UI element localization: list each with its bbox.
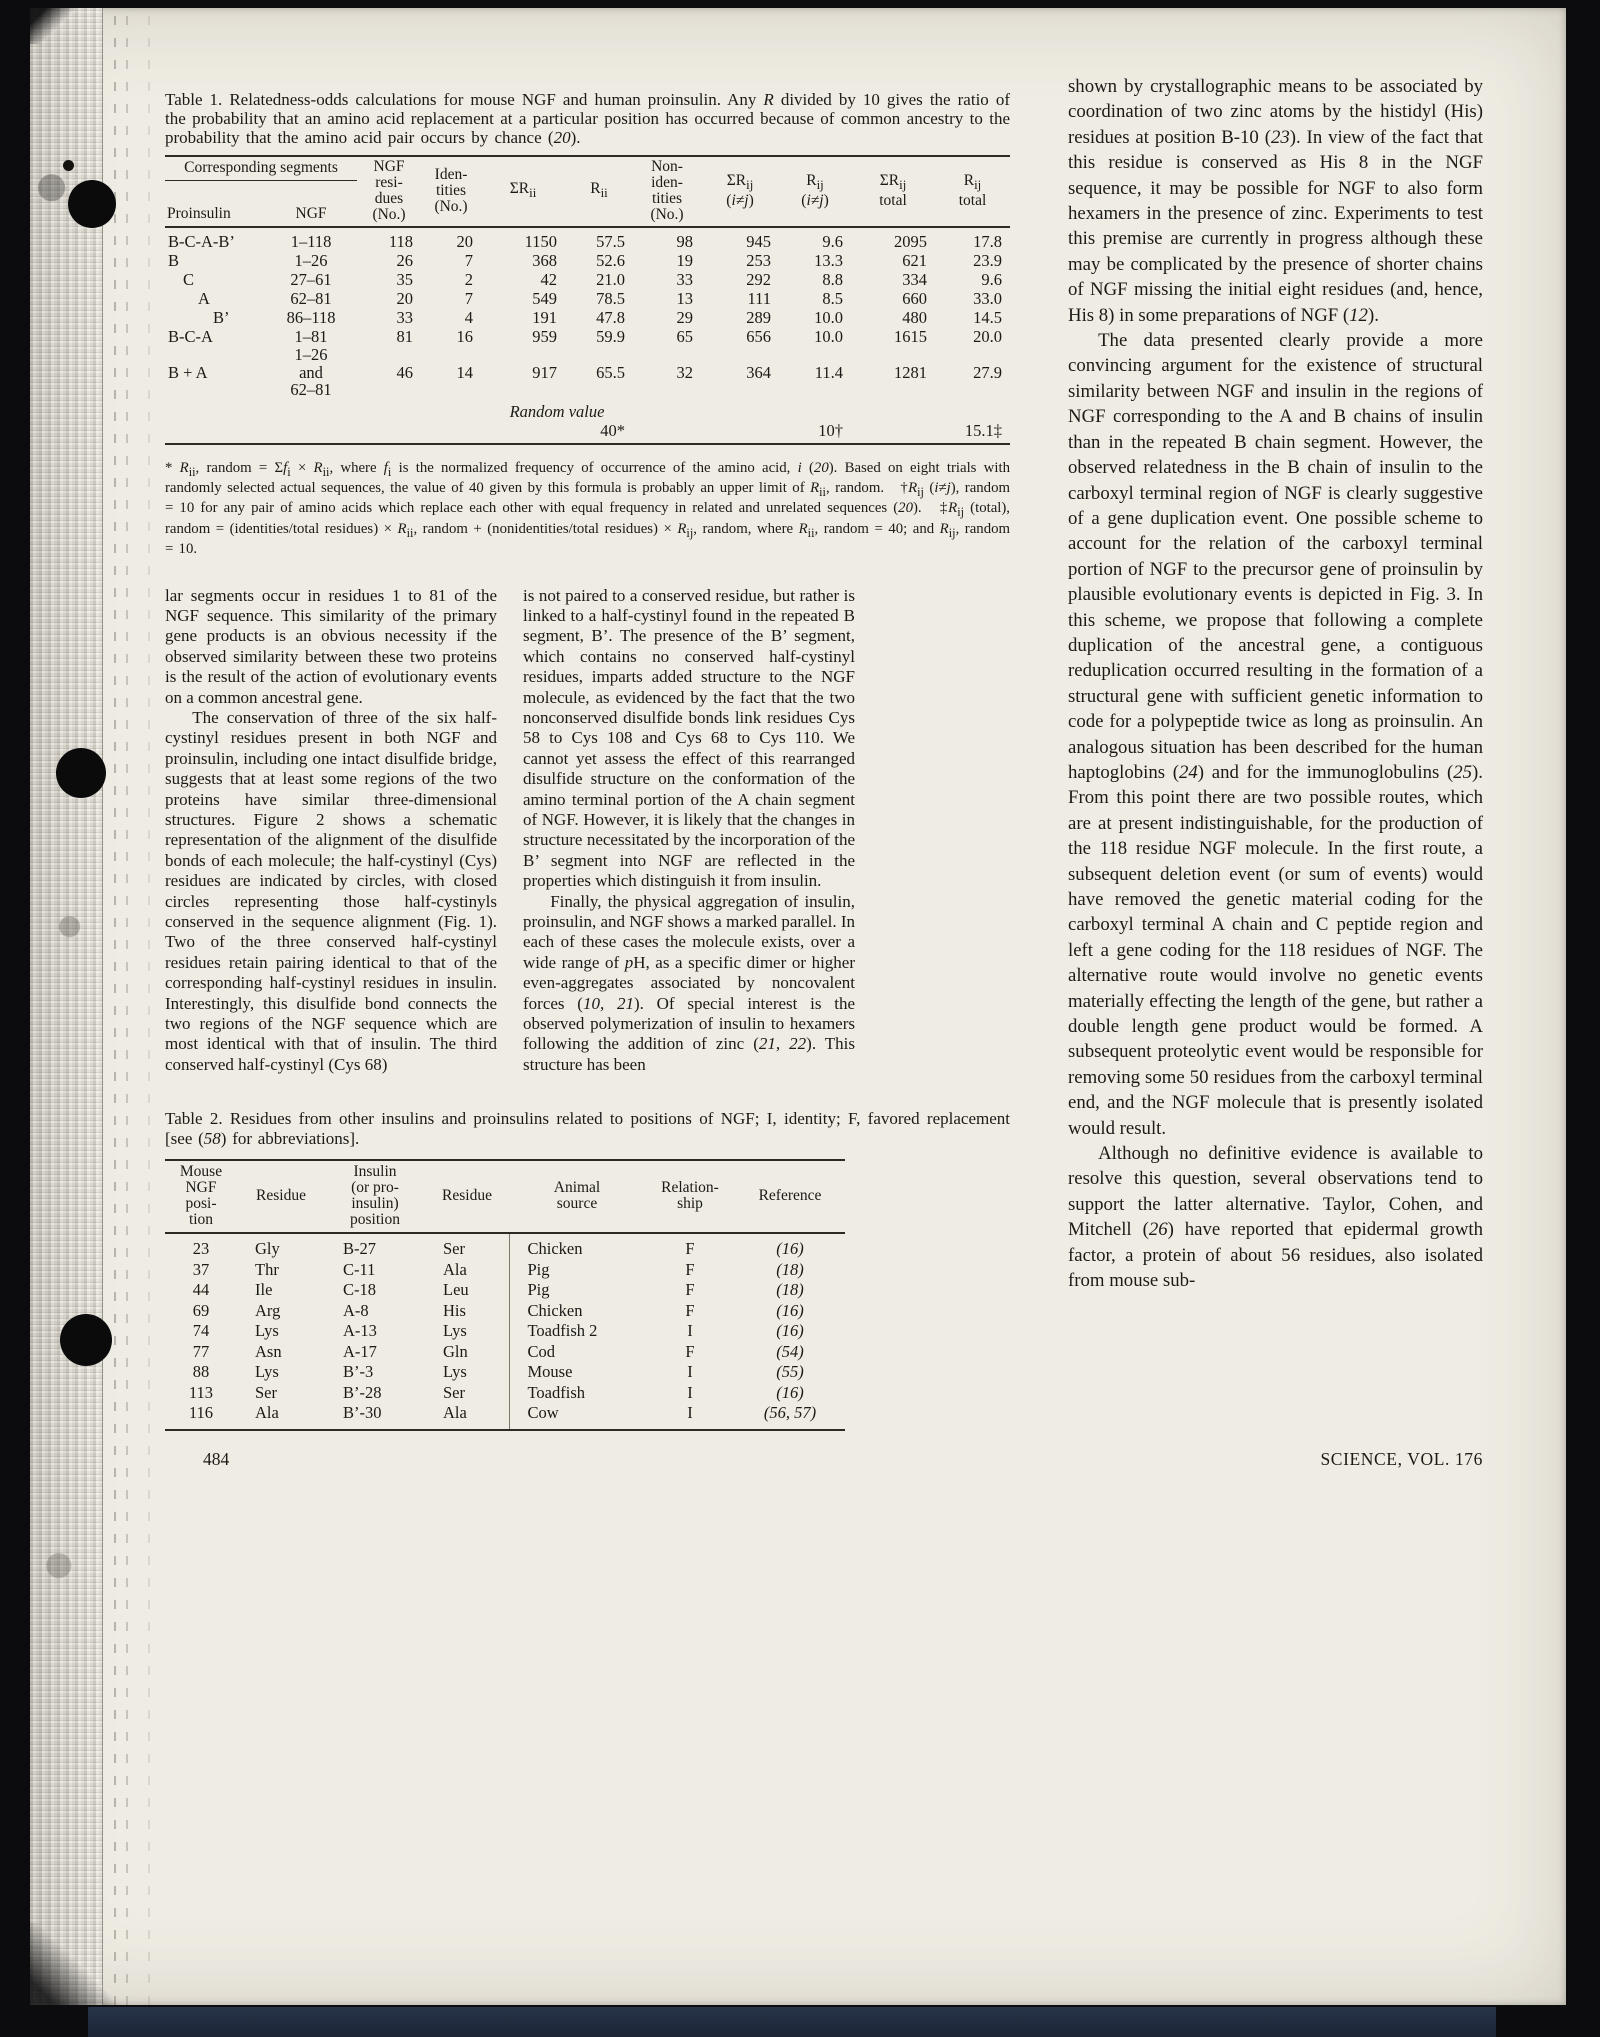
- table-cell: I: [687, 1382, 693, 1402]
- table-cell: His: [443, 1300, 466, 1320]
- paragraph: shown by crystallographic means to be associated by coordination of two zinc atoms by the histidyl (His) residues at position B-10 (23). In view of the fact that this residue is conserved as His 8 in the NGF sequence, it may be possible for NGF to also form hexamers in the presence of zinc. Experiments to test this premise are currently in progress although these may be complicated by the presence of shorter chains of NGF missing the initial eight residues (and, hence, His 8) in some preparations of NGF (12).: [1068, 76, 1483, 326]
- col-header-rii: $R_{ii}$: [565, 156, 633, 227]
- table-row: [165, 227, 1010, 251]
- paragraph: is not paired to a conserved residue, but rather is linked to a half-cystinyl found in the repeated B segment, B’. The presence of the B’ segment, which contains no conserved half-cystinyl residues, imparts added structure to the NGF molecule, as evidenced by the fact that the two nonconserved disulfide bonds link residues Cys 58 to Cys 108 and Cys 68 to Cys 110. We cannot yet assess the effect of this rearranged disulfide structure on the conformation of the amino terminal portion of the A chain segment of NGF. However, it is likely that the changes in structure necessitated by the incorporation of the B’ segment into NGF are reflected in the properties which distinguish it from insulin.: [523, 585, 855, 891]
- table-cell: A-17: [343, 1341, 377, 1361]
- col-header-proinsulin: Proinsulin: [165, 181, 265, 228]
- table-row: [165, 308, 1010, 327]
- table-cell: B-C-A: [168, 327, 213, 347]
- col-header-insulin-position: Insulin (or pro- insulin) position: [325, 1160, 425, 1233]
- table-cell: 78.5: [596, 289, 626, 309]
- table-cell: Ser: [443, 1382, 465, 1402]
- table-cell: B’-30: [343, 1403, 382, 1423]
- relatedness-odds-table: [165, 155, 1010, 445]
- table-cell: 59.9: [596, 327, 626, 347]
- col-header-sum-rij: $\Sigma R_{ij}$ (i≠j): [701, 156, 779, 227]
- table-cell: 77: [192, 1341, 210, 1361]
- table-row: [165, 1321, 845, 1342]
- table-cell: 289: [746, 308, 772, 328]
- table-cell: 1–26: [294, 251, 328, 271]
- table-cell: 81: [396, 327, 414, 347]
- table-cell: 8.5: [822, 289, 844, 309]
- paragraph: Although no definitive evidence is available to resolve this question, several observations tend to support the latter alternative. Taylor, Cohen, and Mitchell (26) have reported that epidermal growth factor, a protein of about 56 residues, also isolated from mouse sub-: [1068, 1143, 1483, 1292]
- table-cell: 46: [396, 363, 414, 383]
- random-rij-total-value: 15.1‡: [964, 420, 1003, 440]
- col-header-sum-rii: $\Sigma R_{ii}$: [481, 156, 565, 227]
- page-footer: [165, 1449, 1483, 1470]
- scan-edge-strip: [30, 8, 103, 2005]
- table-cell: Ser: [443, 1239, 465, 1259]
- table-row: [165, 1403, 845, 1430]
- table-cell: 47.8: [596, 308, 626, 328]
- table-cell: 364: [746, 363, 772, 383]
- body-column-3: [1068, 74, 1483, 1431]
- table-cell: 660: [902, 289, 928, 309]
- table-cell: 116: [188, 1403, 214, 1423]
- table-cell: I: [687, 1403, 693, 1423]
- table-cell: Chicken: [509, 1233, 645, 1260]
- corresponding-segments-header: Corresponding segments: [165, 156, 357, 181]
- table-cell: (18): [776, 1280, 804, 1300]
- random-rij-value: 10†: [818, 420, 844, 440]
- table-cell: Ala: [443, 1403, 467, 1423]
- table-cell: 44: [192, 1280, 210, 1300]
- body-text: [165, 586, 855, 1076]
- table-cell: F: [685, 1259, 695, 1279]
- table-cell: 656: [746, 327, 772, 347]
- table-cell: 1281: [894, 363, 928, 383]
- table2-body: [165, 1233, 845, 1430]
- table-cell: 4: [464, 308, 474, 328]
- table-cell: F: [685, 1239, 695, 1259]
- table-row: [165, 327, 1010, 346]
- table-cell: (16): [776, 1382, 804, 1402]
- table-cell: Ala: [443, 1259, 467, 1279]
- table-cell: 13: [676, 289, 694, 309]
- table-cell: 549: [532, 289, 558, 309]
- table-cell: (16): [776, 1300, 804, 1320]
- table-cell: 621: [902, 251, 928, 271]
- table-cell: 17.8: [973, 232, 1003, 252]
- table-cell: A-13: [343, 1321, 377, 1341]
- col-header-sum-rij-total: $\Sigma R_{ij}$ total: [851, 156, 935, 227]
- table-cell: B’-3: [343, 1362, 374, 1382]
- paragraph: The conservation of three of the six half-cystinyl residues present in both NGF and proinsulin, including one intact disulfide bridge, suggests that at least some regions of the two proteins have similar three-dimensional structures. Figure 2 shows a schematic representation of the alignment of the disulfide bonds of each molecule; the half-cystinyl (Cys) residues are indicated by circles, with closed circles representing those half-cystinyls conserved in the sequence alignment (Fig. 1). Two of the three conserved half-cystinyl residues retain pairing identical to that of the corresponding half-cystinyl residues in insulin. Interestingly, this disulfide bond connects the two regions of the NGF sequence which are most identical with that of insulin. The third conserved half-cystinyl (Cys 68): [165, 707, 497, 1074]
- col-header-animal-source: Animal source: [509, 1160, 645, 1233]
- table1-section: [165, 91, 1010, 558]
- random-rii-value: 40*: [600, 420, 626, 440]
- table-cell: C-11: [343, 1259, 376, 1279]
- scan-speck: [63, 160, 74, 171]
- table-cell: 86–118: [286, 308, 336, 328]
- table-cell: 88: [192, 1362, 210, 1382]
- journal-volume: SCIENCE, VOL. 176: [1320, 1448, 1483, 1469]
- table-cell: Cod: [509, 1342, 645, 1363]
- journal-page: [30, 8, 1566, 2005]
- table-cell: Leu: [443, 1280, 469, 1300]
- scan-artifact-line: [114, 8, 116, 2005]
- table-cell: 37: [192, 1259, 210, 1279]
- table-cell: 20.0: [973, 327, 1003, 347]
- table-cell: 9.6: [822, 232, 844, 252]
- table-cell: 1–81: [294, 327, 328, 347]
- table-cell: 14.5: [973, 308, 1003, 328]
- table-cell: Mouse: [509, 1362, 645, 1383]
- table-cell: 1–26 and 62–81: [290, 345, 332, 400]
- table-cell: 26: [396, 251, 414, 271]
- table-cell: Gln: [443, 1341, 468, 1361]
- body-column-1: [165, 586, 497, 1076]
- paragraph: lar segments occur in residues 1 to 81 of the NGF sequence. This similarity of the primary gene products is an obvious necessity if the observed similarity between these two proteins is the result of the action of evolutionary events on a common ancestral gene.: [165, 585, 497, 707]
- table-cell: B + A: [168, 363, 208, 383]
- page-number: 484: [203, 1448, 230, 1469]
- table-cell: (54): [776, 1341, 804, 1361]
- table-row: [165, 289, 1010, 308]
- table-cell: (16): [776, 1321, 804, 1341]
- punch-hole: [56, 748, 106, 798]
- col-header-reference: Reference: [735, 1160, 845, 1233]
- table2-section: [165, 1109, 1010, 1431]
- table-cell: 959: [532, 327, 558, 347]
- table-cell: 2095: [894, 232, 928, 252]
- col-header-rij-total: $R_{ij}$ total: [935, 156, 1010, 227]
- table-cell: Pig: [509, 1260, 645, 1281]
- random-value-label: Random value: [509, 401, 605, 421]
- table-cell: 7: [464, 289, 474, 309]
- table-cell: Ile: [255, 1280, 273, 1300]
- col-header-identities: Iden- tities (No.): [421, 156, 481, 227]
- table-row: [165, 1233, 845, 1260]
- col-header-residue-2: Residue: [425, 1160, 509, 1233]
- table-cell: C-18: [343, 1280, 376, 1300]
- table-cell: B’-28: [343, 1382, 382, 1402]
- punch-hole: [60, 1314, 112, 1366]
- table-cell: 917: [532, 363, 558, 383]
- page-corner-shadow: [30, 1923, 130, 2005]
- table-cell: 13.3: [814, 251, 844, 271]
- table-cell: Gly: [255, 1239, 280, 1259]
- table-cell: Ser: [255, 1382, 277, 1402]
- table-cell: A: [198, 289, 210, 309]
- table-cell: 113: [188, 1382, 214, 1402]
- table-cell: A-8: [343, 1300, 369, 1320]
- col-header-ngf-residues: NGF resi- dues (No.): [357, 156, 421, 227]
- table-cell: 69: [192, 1300, 210, 1320]
- table-cell: 11.4: [814, 363, 844, 383]
- table-cell: Chicken: [509, 1301, 645, 1322]
- col-header-ngf: NGF: [265, 181, 357, 228]
- table-cell: B-27: [343, 1239, 376, 1259]
- table-cell: 23.9: [973, 251, 1003, 271]
- scan-artifact-line: [126, 8, 128, 2005]
- table-cell: F: [685, 1300, 695, 1320]
- table-cell: 8.8: [822, 270, 844, 290]
- table-cell: Thr: [255, 1259, 279, 1279]
- table-cell: 33: [676, 270, 694, 290]
- table1-caption: Table 1. Relatedness-odds calculations for mouse NGF and human proinsulin. Any R divided by 10 gives the ratio of the probability that an amino acid replacement at a particular position has occurred because of common ancestry to the probability that the amino acid pair occurs by chance (20).: [165, 90, 1010, 147]
- table-cell: 118: [388, 232, 414, 252]
- table-cell: 253: [746, 251, 772, 271]
- table-cell: 27.9: [973, 363, 1003, 383]
- col-header-rij: $R_{ij}$ (i≠j): [779, 156, 851, 227]
- table-cell: 65: [676, 327, 694, 347]
- table-cell: B’: [213, 308, 230, 328]
- scan-artifact-line: [148, 8, 150, 2005]
- table-cell: 32: [676, 363, 694, 383]
- table-row: [165, 1383, 845, 1404]
- table-cell: 27–61: [290, 270, 332, 290]
- table-row: [165, 1260, 845, 1281]
- table-cell: 52.6: [596, 251, 626, 271]
- table-cell: I: [687, 1321, 693, 1341]
- table-cell: 57.5: [596, 232, 626, 252]
- col-header-nonidentities: Non- iden- tities (No.): [633, 156, 701, 227]
- table-cell: Lys: [255, 1362, 279, 1382]
- table-cell: 65.5: [596, 363, 626, 383]
- table-cell: 368: [532, 251, 558, 271]
- scan-bottom-bar: [88, 2007, 1496, 2037]
- table-cell: 33: [396, 308, 414, 328]
- table1-footnote: * $R_{ii}$, random = $\Sigma f_i \times R_{ii}$, where $f_i$ is the normalized frequency of occurrence of the amino acid, i (20). Based on eight trials with randomly selected actual sequences, the value of 40 given by this formula is probably an upper limit of $R_{ii}$, random. $\dagger R_{ij}$ (i≠j), random = 10 for any pair of amino acids which replace each other with equal frequency in related and unrelated sequences (20). $\ddagger R_{ij}$ (total), random = (identities/total residues) × $R_{ii}$, random + (nonidentities/total residues) × $R_{ij}$, random, where $R_{ii}$, random = 40; and $R_{ij}$, random = 10.: [165, 459, 1011, 558]
- table-cell: 10.0: [814, 327, 844, 347]
- table-cell: 334: [902, 270, 928, 290]
- table-cell: I: [687, 1362, 693, 1382]
- table-cell: 33.0: [973, 289, 1003, 309]
- table-cell: 9.6: [981, 270, 1003, 290]
- table-cell: (55): [776, 1362, 804, 1382]
- table-cell: 23: [192, 1239, 210, 1259]
- punch-hole: [68, 180, 116, 228]
- table-cell: F: [685, 1341, 695, 1361]
- table-cell: 42: [540, 270, 558, 290]
- random-label-row: [165, 399, 1010, 421]
- table-cell: 111: [747, 289, 772, 309]
- table-cell: 16: [456, 327, 474, 347]
- table-cell: 74: [192, 1321, 210, 1341]
- table-cell: B-C-A-B’: [168, 232, 235, 252]
- table-row: [165, 251, 1010, 270]
- table-cell: 35: [396, 270, 414, 290]
- table-cell: (56, 57): [763, 1403, 817, 1423]
- table-cell: Toadfish 2: [509, 1321, 645, 1342]
- table-cell: Cow: [509, 1403, 645, 1430]
- table-cell: 14: [456, 363, 474, 383]
- table-cell: (18): [776, 1259, 804, 1279]
- table-cell: Asn: [255, 1341, 282, 1361]
- table-cell: (16): [776, 1239, 804, 1259]
- paragraph: The data presented clearly provide a more convincing argument for the existence of structural similarity between NGF and insulin in the regions of NGF corresponding to the A and B chains of insulin than in the repeated B chain segment. However, the observed relatedness in the B chain of insulin to the carboxyl terminal region of NGF is clearly suggestive of a gene duplication event. One possible scheme to account for the relation of the carboxyl terminal portion of NGF to the precursor gene of proinsulin by plausible evolutionary events is depicted in Fig. 3. In this scheme, we propose that following a complete duplication of the ancestral gene, a contiguous reduplication occurred resulting in the formation of a structural gene with sufficient genetic information to code for a polypeptide twice as long as proinsulin. An analogous situation has been described for the human haptoglobins (24) and for the immunoglobulins (25). From this point there are two possible routes, which are at present indistinguishable, for the production of the 118 residue NGF molecule. In the first route, a subsequent deletion event (or sum of events) would have removed the genetic material coding for the carboxyl terminal A chain and C peptide region and left a gene coding for the 118 residues of NGF. The alternative route would involve no genetic events materially effecting the length of the gene, but rather a double length gene product would be formed. A subsequent proteolytic event would be responsible for removing some 50 residues from the carboxyl terminal end, and the NGF molecule that is presently isolated would result.: [1068, 330, 1483, 1139]
- table-cell: Lys: [443, 1321, 467, 1341]
- paragraph: Finally, the physical aggregation of insulin, proinsulin, and NGF shows a marked parallel. In each of these cases the molecule exists, over a wide range of pH, as a specific dimer or higher even-aggregates associated by noncovalent forces (10, 21). Of special interest is the observed polymerization of insulin to hexamers following the addition of zinc (21, 22). This structure has been: [523, 891, 856, 1074]
- table-row: [165, 1280, 845, 1301]
- left-region: [165, 74, 1010, 1431]
- table-cell: 21.0: [596, 270, 626, 290]
- table-cell: 191: [532, 308, 558, 328]
- table-cell: 7: [464, 251, 474, 271]
- table-cell: 292: [746, 270, 772, 290]
- table-cell: 2: [464, 270, 474, 290]
- table-row: [165, 1342, 845, 1363]
- table-cell: 29: [676, 308, 694, 328]
- body-column-2: [523, 586, 855, 1076]
- col-header-mouse-ngf-position: Mouse NGF posi- tion: [165, 1160, 237, 1233]
- table-cell: Lys: [255, 1321, 279, 1341]
- table-cell: Pig: [509, 1280, 645, 1301]
- table-cell: 480: [902, 308, 928, 328]
- table1-body: [165, 227, 1010, 399]
- page-corner-shadow: [30, 8, 96, 44]
- table2-caption: Table 2. Residues from other insulins and proinsulins related to positions of NGF; I, identity; F, favored replacement [see (58) for abbreviations].: [165, 1109, 1010, 1149]
- page-content: [165, 74, 1483, 1470]
- table-cell: 945: [746, 232, 772, 252]
- col-header-relationship: Relation- ship: [645, 1160, 735, 1233]
- col-header-residue: Residue: [237, 1160, 325, 1233]
- table-row: [165, 270, 1010, 289]
- table-cell: 1150: [524, 232, 558, 252]
- table-row: [165, 1362, 845, 1383]
- table-cell: Arg: [255, 1300, 281, 1320]
- table-cell: Ala: [255, 1403, 279, 1423]
- table-cell: Toadfish: [509, 1383, 645, 1404]
- table-cell: Lys: [443, 1362, 467, 1382]
- table-row: [165, 1301, 845, 1322]
- residues-table: [165, 1159, 845, 1431]
- table-cell: 62–81: [290, 289, 332, 309]
- table-cell: C: [183, 270, 195, 290]
- table-row: [165, 346, 1010, 399]
- table-cell: 10.0: [814, 308, 844, 328]
- table-cell: 19: [676, 251, 694, 271]
- random-values-row: [165, 421, 1010, 444]
- table-cell: 98: [676, 232, 694, 252]
- random-value-section: [165, 399, 1010, 444]
- table-cell: 1–118: [290, 232, 332, 252]
- table-cell: B: [168, 251, 180, 271]
- table-cell: 20: [396, 289, 414, 309]
- table-cell: 1615: [894, 327, 928, 347]
- table-cell: 20: [456, 232, 474, 252]
- table-cell: F: [685, 1280, 695, 1300]
